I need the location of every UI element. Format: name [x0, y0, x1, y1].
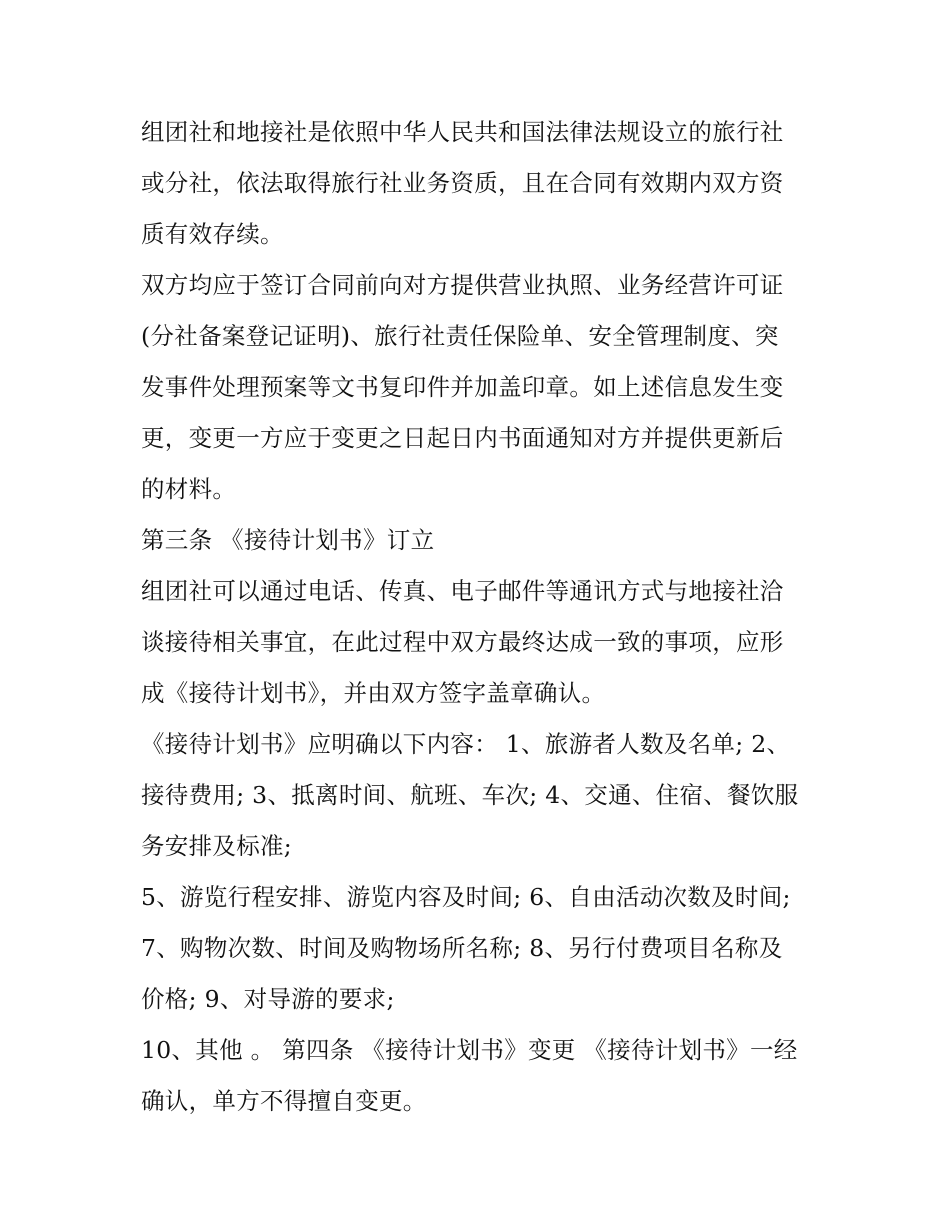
text-line: 务安排及标准; [141, 832, 293, 860]
text-line: (分社备案登记证明)、旅行社责任保险单、安全管理制度、突 [141, 322, 779, 350]
section-heading: 第三条 《接待计划书》订立 [141, 526, 435, 554]
text-line: 更，变更一方应于变更之日起日内书面通知对方并提供更新后 [141, 424, 784, 452]
text-line: 谈接待相关事宜，在此过程中双方最终达成一致的事项，应形 [141, 628, 784, 656]
paragraph-plan-items-7-9 [141, 923, 821, 1025]
text-line: 成《接待计划书》，并由双方签字盖章确认。 [141, 679, 606, 707]
text-line: 接待费用; 3、抵离时间、航班、车次; 4、交通、住宿、餐饮服 [141, 781, 799, 809]
paragraph-plan-item-10-and-article-4 [141, 1025, 821, 1127]
text-line: 价格; 9、对导游的要求; [141, 985, 395, 1013]
text-line: 确认，单方不得擅自变更。 [141, 1087, 427, 1115]
text-line: 发事件处理预案等文书复印件并加盖印章。如上述信息发生变 [141, 373, 784, 401]
document-body [141, 107, 821, 1127]
section-heading-article-3 [141, 515, 821, 566]
paragraph-travel-agency-qualification [141, 107, 821, 260]
text-line: 组团社和地接社是依照中华人民共和国法律法规设立的旅行社 [141, 118, 784, 146]
text-line: 组团社可以通过电话、传真、电子邮件等通讯方式与地接社洽 [141, 577, 784, 605]
text-line: 7、购物次数、时间及购物场所名称; 8、另行付费项目名称及 [141, 934, 783, 962]
text-line: 或分社，依法取得旅行社业务资质，且在合同有效期内双方资 [141, 169, 784, 197]
text-line: 10、其他 。 第四条 《接待计划书》变更 《接待计划书》一经 [141, 1036, 798, 1064]
paragraph-plan-items-5-6 [141, 872, 821, 923]
paragraph-document-exchange [141, 260, 821, 515]
text-line: 双方均应于签订合同前向对方提供营业执照、业务经营许可证 [141, 271, 784, 299]
text-line: 5、游览行程安排、游览内容及时间; 6、自由活动次数及时间; [141, 883, 791, 911]
text-line: 的材料。 [141, 475, 237, 503]
paragraph-plan-contents [141, 719, 821, 872]
text-line: 《接待计划书》应明确以下内容： 1、旅游者人数及名单; 2、 [141, 730, 791, 758]
text-line: 质有效存续。 [141, 220, 284, 248]
paragraph-reception-negotiation [141, 566, 821, 719]
